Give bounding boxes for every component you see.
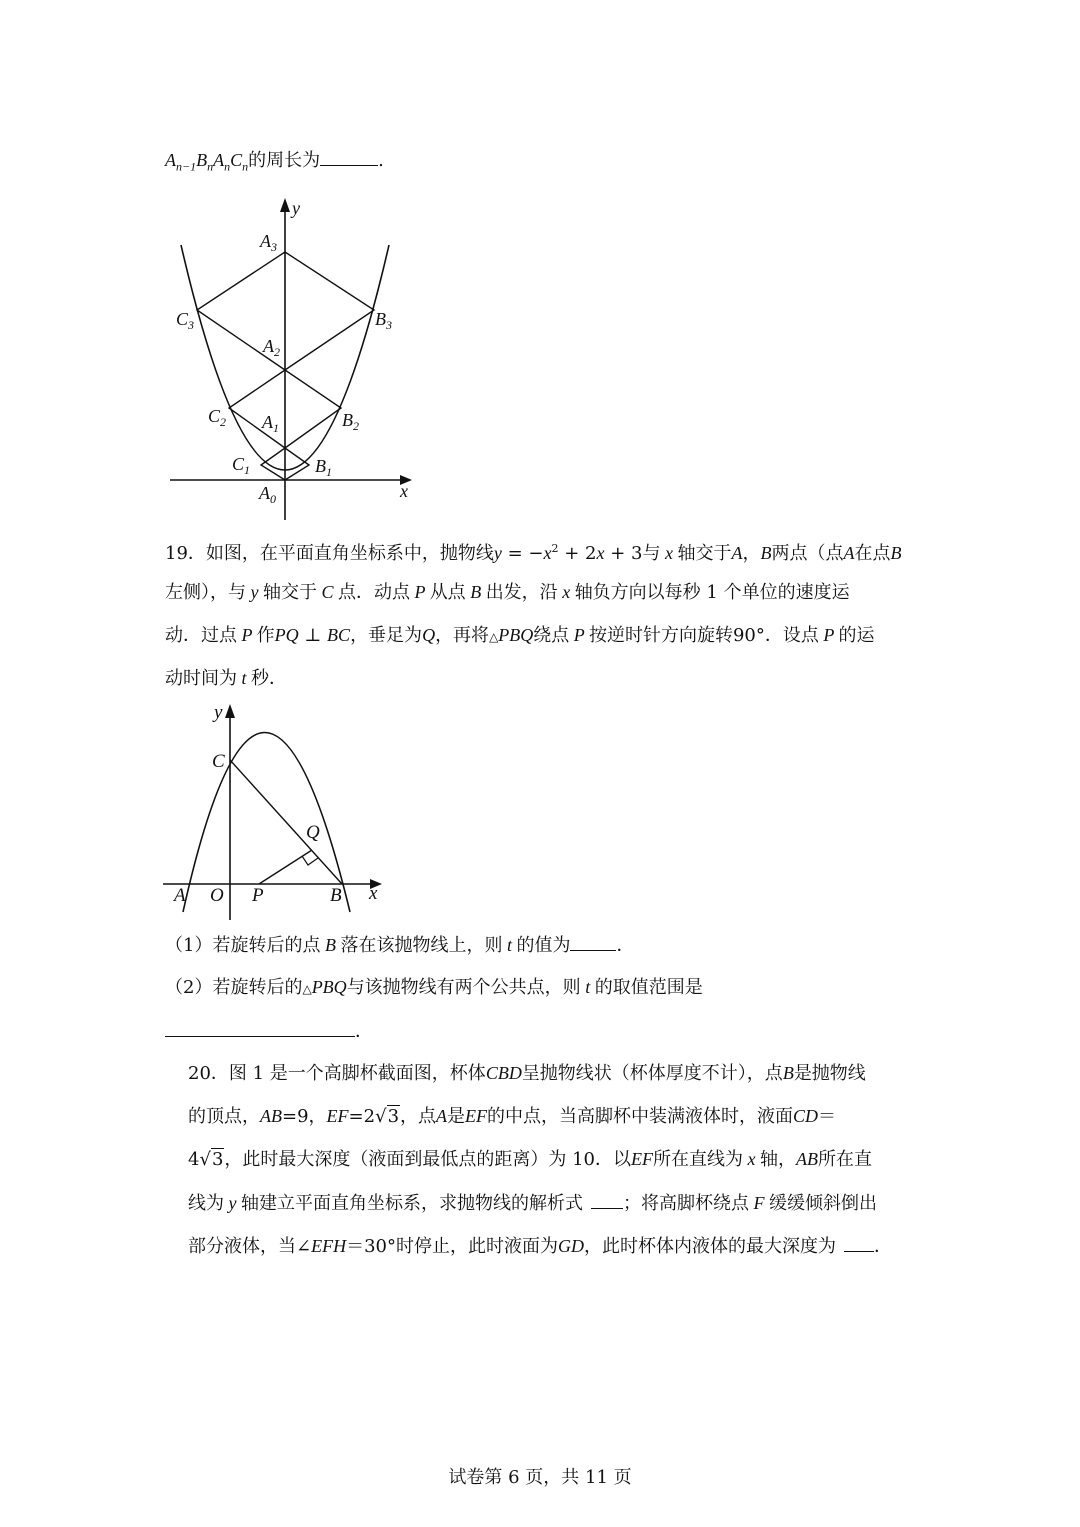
q19-line-1: 19．如图，在平面直角坐标系中，抛物线$y = -x^2 + 2x + 3$与 x 轴交于A，B两点（点A在点B [165, 542, 902, 564]
label-A3: $A_3$ [260, 231, 277, 254]
label-x: x [400, 481, 408, 501]
q20-line-4: 线为 y 轴建立平面直角坐标系，求抛物线的解析式 ；将高脚杯绕点 F 缓缓倾斜倒出 [188, 1190, 877, 1216]
label-P: P [252, 885, 264, 906]
label-y: y [292, 198, 300, 218]
q20-line-1: 20．图 1 是一个高脚杯截面图，杯体CBD呈抛物线状（杯体厚度不计），点B是抛物线 [188, 1063, 866, 1084]
figure-1-parabola-rhombi [160, 190, 430, 525]
label-B: B [330, 885, 342, 906]
q19-line-3: 动．过点 P 作PQ ⊥ BC，垂足为Q，再将△PBQ绕点 P 按逆时针方向旋转90°．设点 P 的运 [165, 625, 875, 646]
label-A: A [174, 885, 186, 906]
q19-sub-2: （2）若旋转后的△PBQ与该抛物线有两个公共点，则 t 的取值范围是 [165, 977, 703, 998]
answer-blank[interactable] [165, 1018, 355, 1037]
label-A0: $A_0$ [259, 483, 276, 506]
label-B3: $B_3$ [375, 309, 392, 332]
q19-line-4: 动时间为 t 秒． [165, 668, 288, 689]
q20-line-2: 的顶点，AB=9，EF=2√3，点A是EF的中点，当高脚杯中装满液体时，液面CD＝ [188, 1106, 837, 1127]
label-O: O [210, 885, 224, 906]
q19-line-2: 左侧），与 y 轴交于 C 点．动点 P 从点 B 出发，沿 x 轴负方向以每秒 1 个单位的速度运 [165, 582, 850, 603]
answer-blank[interactable] [570, 932, 616, 951]
page-footer: 试卷第 6 页，共 11 页 [448, 1467, 632, 1488]
label-C: C [212, 751, 225, 772]
label-C3: $C_3$ [176, 309, 195, 332]
q18-tail-line: $A_{n-1}B_nA_nC_n$的周长为 . [165, 147, 384, 179]
label-B1: $B_1$ [315, 456, 332, 479]
label-B2: $B_2$ [342, 410, 359, 433]
label-C1: $C_1$ [232, 454, 251, 477]
q20-line-3: 4√3，此时最大深度（液面到最低点的距离）为 10．以EF所在直线为 x 轴，AB所在直 [188, 1149, 873, 1170]
label-Q: Q [306, 822, 320, 843]
q20-line-5: 部分液体，当∠EFH＝30°时停止，此时液面为GD，此时杯体内液体的最大深度为 ． [188, 1233, 892, 1259]
label-x: x [369, 883, 378, 904]
label-A1: $A_1$ [262, 412, 279, 435]
q19-sub-2-blank-line: ． [165, 1018, 373, 1044]
label-C2: $C_2$ [208, 406, 227, 429]
answer-blank[interactable] [320, 147, 378, 166]
answer-blank[interactable] [591, 1190, 623, 1209]
figure-2-parabola-triangle [160, 700, 390, 925]
label-y: y [214, 702, 223, 723]
q19-sub-1: （1）若旋转后的点 B 落在该抛物线上，则 t 的值为 ． [165, 932, 634, 958]
q18-suffix: 的周长为 [248, 150, 321, 171]
answer-blank[interactable] [844, 1233, 874, 1252]
label-A2: $A_2$ [263, 336, 280, 359]
